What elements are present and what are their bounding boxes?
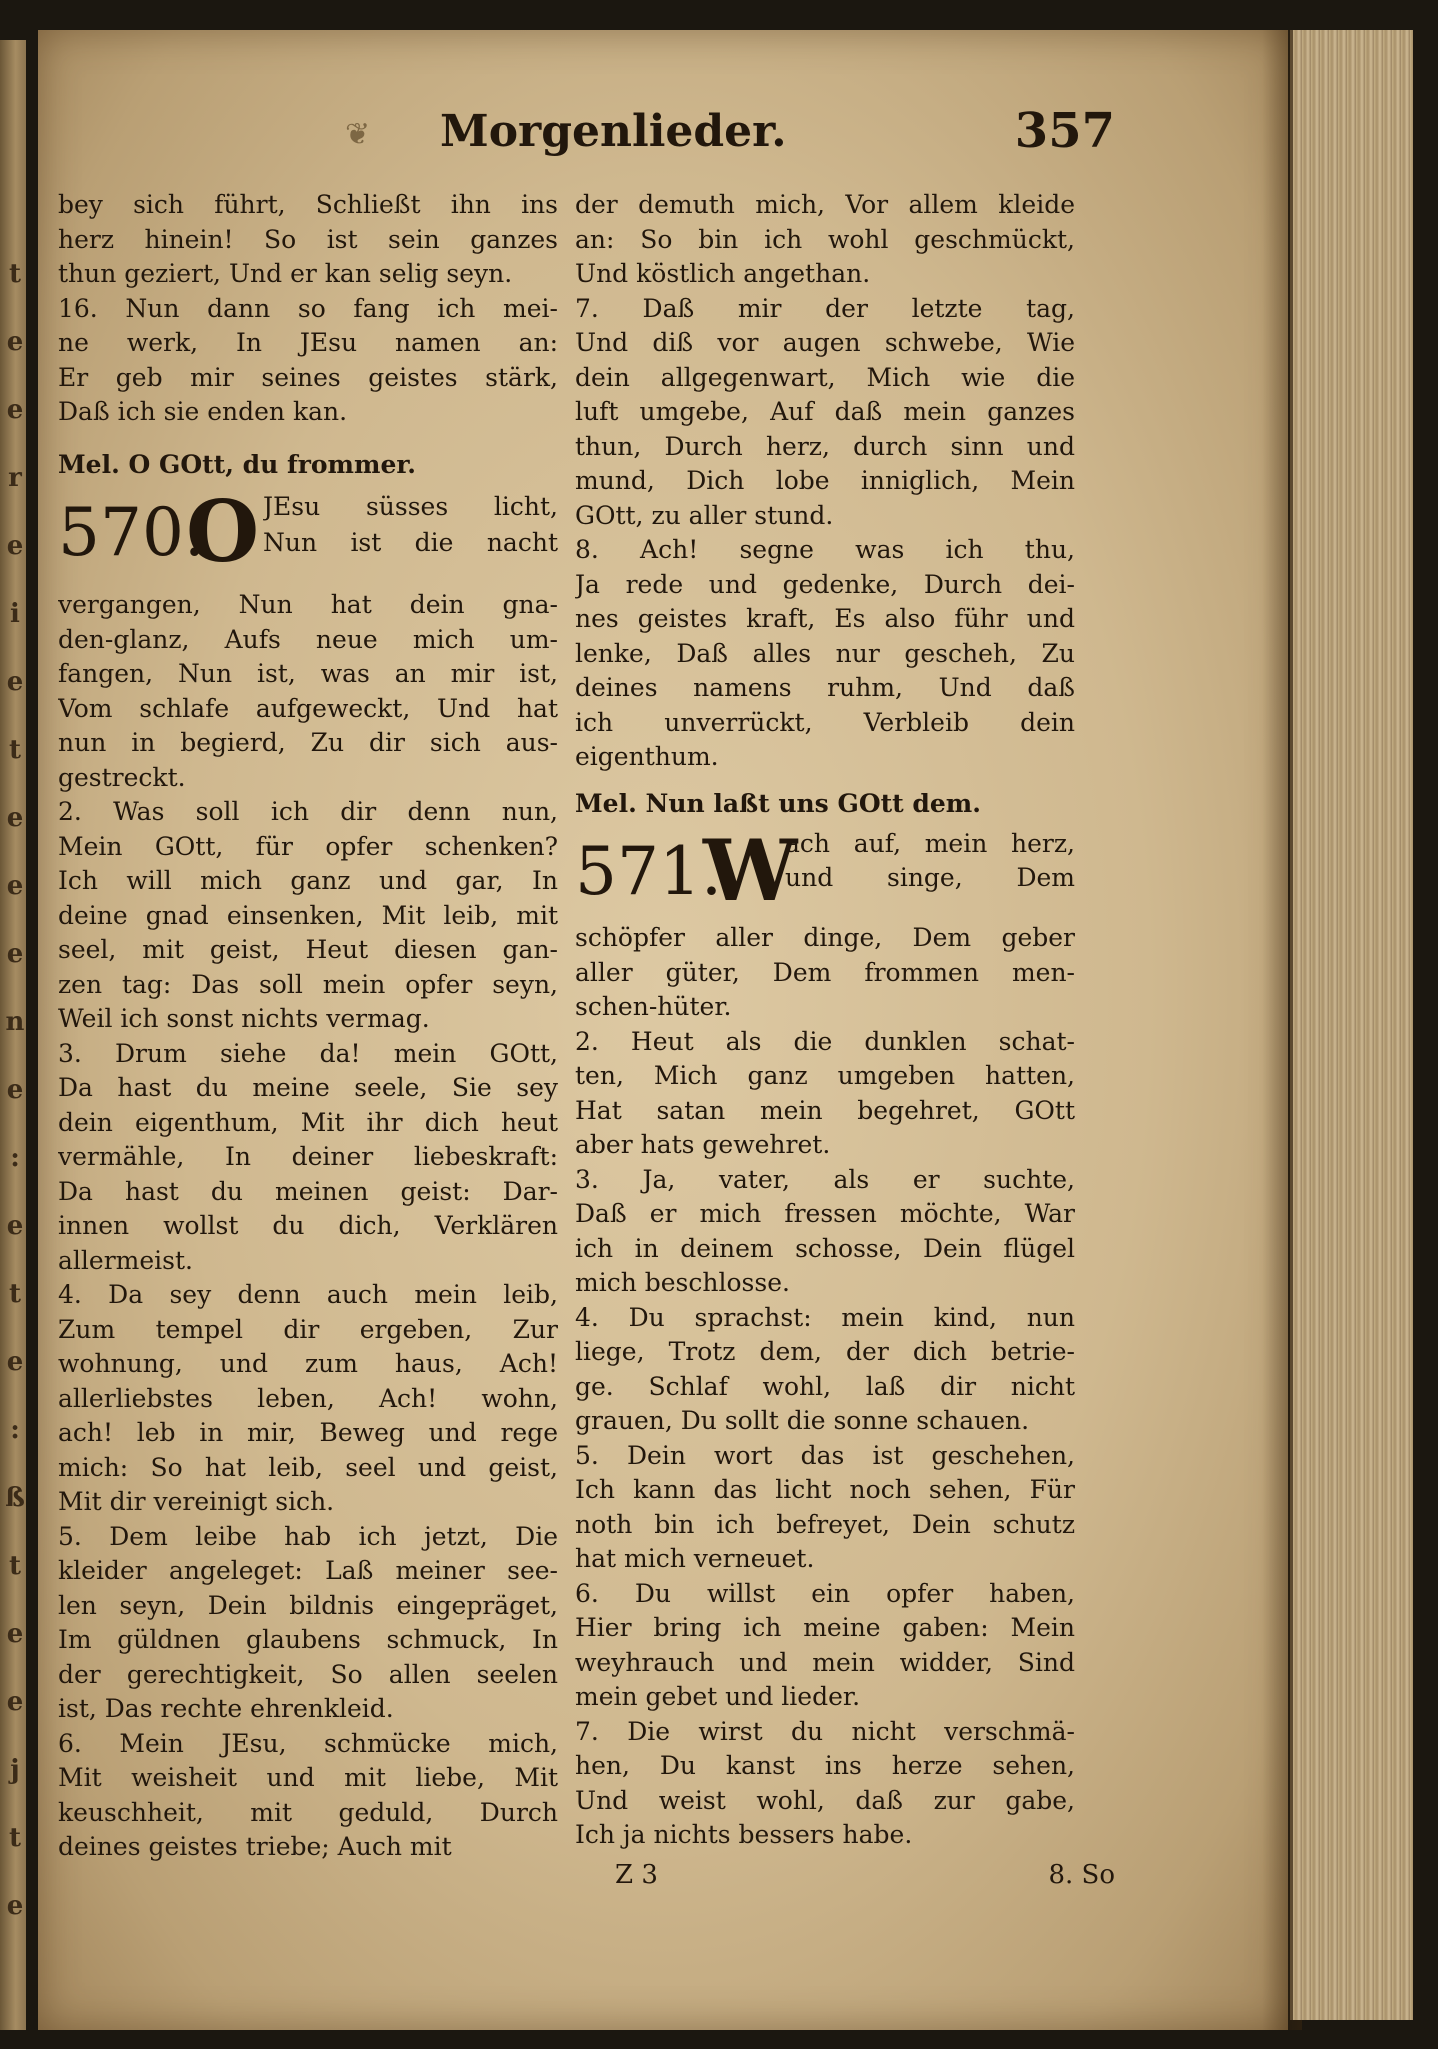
hymn-number-571: 571. — [575, 833, 722, 910]
margin-letter: e — [6, 1075, 24, 1105]
previous-page-margin-letters — [4, 240, 26, 1940]
hymn-571-line-2: und singe, Dem — [785, 863, 1075, 892]
text-line: innen wollst du dich, Verklären — [58, 1211, 558, 1240]
text-line: 16. Nun dann so fang ich mei- — [58, 293, 558, 323]
text-line: Ich kann das licht noch sehen, Für — [575, 1475, 1075, 1504]
margin-letter: e — [6, 395, 24, 425]
margin-letter: e — [6, 531, 24, 561]
text-line: 2. Was soll ich dir denn nun, — [58, 797, 558, 826]
margin-letter: e — [6, 939, 24, 969]
text-line: allermeist. — [58, 1245, 193, 1275]
margin-letter: t — [8, 1823, 21, 1853]
margin-letter: e — [6, 1619, 24, 1649]
text-line: liege, Trotz dem, der dich betrie- — [575, 1337, 1075, 1366]
text-line: keuschheit, mit geduld, Durch — [58, 1797, 558, 1827]
text-line: lenke, Daß alles nur gescheh, Zu — [575, 638, 1075, 668]
text-line: Vom schlafe aufgeweckt, Und hat — [58, 693, 558, 723]
text-line: dein allgegenwart, Mich wie die — [575, 362, 1075, 392]
text-line: 6. Mein JEsu, schmücke mich, — [58, 1728, 558, 1758]
text-line: kleider angeleget: Laß meiner see- — [58, 1556, 558, 1585]
text-line: ge. Schlaf wohl, laß dir nicht — [575, 1371, 1075, 1401]
margin-letter: e — [6, 871, 24, 901]
margin-letter: r — [8, 463, 22, 493]
text-line: 3. Ja, vater, als er suchte, — [575, 1164, 1075, 1194]
text-line: noth bin ich befreyet, Dein schutz — [575, 1509, 1075, 1539]
melody-note-570: Mel. O GOtt, du frommer. — [58, 449, 416, 479]
text-line: schen-hüter. — [575, 992, 732, 1021]
text-line: Weil ich sonst nichts vermag. — [58, 1004, 430, 1033]
text-line: hen, Du kanst ins herze sehen, — [575, 1751, 1075, 1780]
text-line: Da hast du meine seele, Sie sey — [58, 1073, 558, 1102]
text-line: Mein GOtt, für opfer schenken? — [58, 831, 558, 861]
text-line: nes geistes kraft, Es also führ und — [575, 604, 1075, 633]
text-line: luft umgebe, Auf daß mein ganzes — [575, 397, 1075, 426]
margin-letter: e — [6, 1347, 24, 1377]
text-line: gestreckt. — [58, 762, 186, 792]
left-text-block-b — [58, 588, 558, 1865]
text-line: eigenthum. — [575, 742, 719, 771]
margin-letter: t — [8, 1279, 21, 1309]
hymn-number-570: 570. — [58, 494, 205, 571]
text-line: ist, Das rechte ehrenkleid. — [58, 1694, 394, 1723]
hymn-571-line-1: ach auf, mein herz, — [785, 829, 1075, 858]
text-line: Da hast du meinen geist: Dar- — [58, 1176, 558, 1206]
text-line: herz hinein! So ist sein ganzes — [58, 224, 558, 254]
text-line: Hier bring ich meine gaben: Mein — [575, 1613, 1075, 1642]
page-block-edges — [1290, 30, 1413, 2020]
catchword: 8. So — [1048, 1860, 1115, 1890]
text-line: schöpfer aller dinge, Dem geber — [575, 923, 1075, 952]
text-line: bey sich führt, Schließt ihn ins — [58, 190, 558, 219]
running-head: Morgenlieder. — [440, 106, 787, 157]
text-line: len seyn, Dein bildnis eingepräget, — [58, 1590, 558, 1620]
ornament-icon: ❦ — [345, 117, 371, 152]
text-line: ne werk, In JEsu namen an: — [58, 328, 558, 357]
hymn-570-opening — [58, 484, 558, 588]
text-line: der gerechtigkeit, So allen seelen — [58, 1659, 558, 1689]
previous-page-edge — [0, 40, 26, 2030]
text-line: GOtt, zu aller stund. — [575, 500, 834, 530]
text-line: ich in deinem schosse, Dein flügel — [575, 1233, 1075, 1263]
text-line: Und diß vor augen schwebe, Wie — [575, 328, 1075, 357]
right-text-block-a — [575, 188, 1075, 775]
margin-letter: ß — [5, 1483, 25, 1513]
text-line: vermähle, In deiner liebeskraft: — [58, 1142, 558, 1171]
text-line: 8. Ach! segne was ich thu, — [575, 535, 1075, 564]
text-line: grauen, Du sollt die sonne schauen. — [575, 1406, 1030, 1435]
text-line: 5. Dem leibe hab ich jetzt, Die — [58, 1521, 558, 1551]
dropcap-570: O — [186, 482, 260, 581]
text-line: 3. Drum siehe da! mein GOtt, — [58, 1038, 558, 1068]
text-line: Ich ja nichts bessers habe. — [575, 1820, 913, 1849]
text-line: weyhrauch und mein widder, Sind — [575, 1647, 1075, 1677]
text-line: Zum tempel dir ergeben, Zur — [58, 1314, 558, 1344]
text-line: mund, Dich lobe inniglich, Mein — [575, 466, 1075, 495]
dropcap-571: W — [703, 821, 798, 920]
margin-letter: e — [6, 1211, 24, 1241]
text-line: Daß ich sie enden kan. — [58, 397, 348, 426]
hymn-570-line-2: Nun ist die nacht — [263, 528, 558, 557]
text-line: der demuth mich, Vor allem kleide — [575, 190, 1075, 219]
text-line: wohnung, und zum haus, Ach! — [58, 1349, 558, 1378]
text-line: zen tag: Das soll mein opfer seyn, — [58, 969, 558, 999]
text-line: thun geziert, Und er kan selig seyn. — [58, 259, 513, 288]
text-line: Hat satan mein begehret, GOtt — [575, 1095, 1075, 1125]
text-line: an: So bin ich wohl geschmückt, — [575, 224, 1075, 254]
margin-letter: e — [6, 667, 24, 697]
text-line: deine gnad einsenken, Mit leib, mit — [58, 900, 558, 930]
text-line: Daß er mich fressen möchte, War — [575, 1199, 1075, 1228]
text-line: allerliebstes leben, Ach! wohn, — [58, 1383, 558, 1413]
text-line: mich beschlosse. — [575, 1268, 790, 1297]
text-line: mein gebet und lieder. — [575, 1682, 861, 1711]
text-line: den-glanz, Aufs neue mich um- — [58, 624, 558, 654]
text-line: Mit dir vereinigt sich. — [58, 1487, 335, 1516]
margin-letter: t — [8, 1551, 21, 1581]
left-column — [58, 188, 558, 1865]
margin-letter: t — [8, 735, 21, 765]
text-line: 4. Da sey denn auch mein leib, — [58, 1280, 558, 1309]
text-line: ich unverrückt, Verbleib dein — [575, 707, 1075, 737]
text-line: Mit weisheit und mit liebe, Mit — [58, 1763, 558, 1792]
text-line: ach! leb in mir, Beweg und rege — [58, 1418, 558, 1447]
text-line: nun in begierd, Zu dir sich aus- — [58, 728, 558, 757]
text-line: 7. Daß mir der letzte tag, — [575, 293, 1075, 323]
text-line: Ich will mich ganz und gar, In — [58, 866, 558, 895]
text-line: dein eigenthum, Mit ihr dich heut — [58, 1107, 558, 1137]
text-line: fangen, Nun ist, was an mir ist, — [58, 659, 558, 688]
text-line: deines namens ruhm, Und daß — [575, 673, 1075, 702]
margin-letter: e — [6, 1687, 24, 1717]
margin-letter: e — [6, 1891, 24, 1921]
text-line: thun, Durch herz, durch sinn und — [575, 431, 1075, 461]
margin-letter: : — [10, 1415, 20, 1445]
margin-letter: t — [8, 259, 21, 289]
hymn-570-line-1: JEsu süsses licht, — [263, 492, 558, 521]
text-line: Er geb mir seines geistes stärk, — [58, 362, 558, 392]
text-line: 6. Du willst ein opfer haben, — [575, 1578, 1075, 1608]
text-line: Ja rede und gedenke, Durch dei- — [575, 569, 1075, 599]
text-line: aller güter, Dem frommen men- — [575, 957, 1075, 987]
text-line: ten, Mich ganz umgeben hatten, — [575, 1061, 1075, 1090]
left-text-block-a — [58, 188, 558, 430]
margin-letter: n — [5, 1007, 25, 1037]
text-line: 4. Du sprachst: mein kind, nun — [575, 1302, 1075, 1332]
margin-letter: : — [10, 1143, 20, 1173]
text-line: aber hats gewehret. — [575, 1130, 831, 1159]
right-column — [575, 188, 1075, 1853]
text-line: 5. Dein wort das ist geschehen, — [575, 1440, 1075, 1470]
hymn-571-opening — [575, 823, 1075, 921]
margin-letter: i — [10, 599, 20, 629]
text-line: seel, mit geist, Heut diesen gan- — [58, 935, 558, 964]
text-line: vergangen, Nun hat dein gna- — [58, 590, 558, 619]
signature-mark: Z 3 — [615, 1860, 658, 1890]
margin-letter: e — [6, 803, 24, 833]
margin-letter: e — [6, 327, 24, 357]
text-line: 2. Heut als die dunklen schat- — [575, 1026, 1075, 1056]
page-number: 357 — [1014, 103, 1115, 159]
right-text-block-b — [575, 921, 1075, 1853]
text-line: hat mich verneuet. — [575, 1544, 815, 1573]
text-line: Und weist wohl, daß zur gabe, — [575, 1785, 1075, 1815]
text-line: 7. Die wirst du nicht verschmä- — [575, 1716, 1075, 1746]
margin-letter: j — [10, 1755, 20, 1785]
text-line: Und köstlich angethan. — [575, 259, 871, 288]
text-line: deines geistes triebe; Auch mit — [58, 1832, 452, 1861]
text-line: mich: So hat leib, seel und geist, — [58, 1452, 558, 1482]
text-line: Im güldnen glaubens schmuck, In — [58, 1625, 558, 1654]
melody-note-571: Mel. Nun laßt uns GOtt dem. — [575, 788, 981, 818]
